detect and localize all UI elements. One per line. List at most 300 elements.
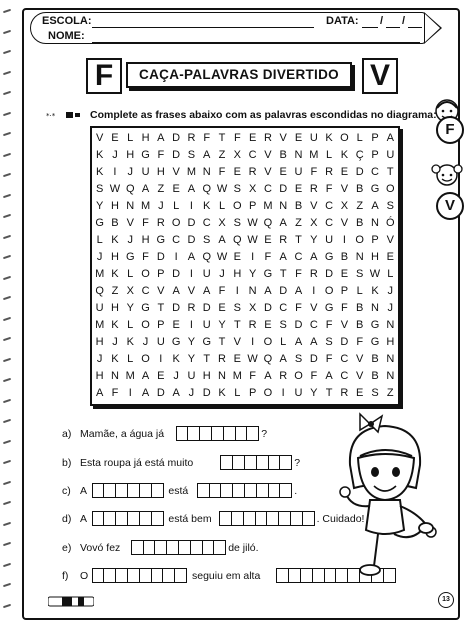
grid-letter[interactable]: J <box>112 149 118 161</box>
grid-letter[interactable]: X <box>310 217 318 229</box>
grid-letter[interactable]: F <box>203 132 211 144</box>
grid-letter[interactable]: H <box>141 132 150 144</box>
grid-letter[interactable]: E <box>279 166 287 178</box>
grid-letter[interactable]: F <box>249 370 256 382</box>
grid-letter[interactable]: U <box>187 370 196 382</box>
grid-letter[interactable]: K <box>95 149 104 161</box>
grid-letter[interactable]: N <box>386 319 395 331</box>
grid-letter[interactable]: M <box>186 166 197 178</box>
grid-letter[interactable]: J <box>96 251 103 263</box>
grid-letter[interactable]: B <box>356 302 364 314</box>
grid-letter[interactable]: O <box>233 200 242 212</box>
grid-letter[interactable]: F <box>233 132 241 144</box>
grid-letter[interactable]: H <box>156 166 165 178</box>
grid-letter[interactable]: Z <box>157 183 165 195</box>
grid-letter[interactable]: V <box>340 217 349 229</box>
grid-letter[interactable]: E <box>233 166 241 178</box>
grid-letter[interactable]: O <box>386 183 395 195</box>
grid-letter[interactable]: I <box>235 285 239 297</box>
grid-letter[interactable]: G <box>156 234 166 246</box>
grid-letter[interactable]: A <box>279 217 287 229</box>
grid-letter[interactable]: D <box>172 302 181 314</box>
grid-letter[interactable]: J <box>188 387 195 399</box>
grid-letter[interactable]: H <box>141 234 150 246</box>
letter-box[interactable] <box>246 426 259 441</box>
grid-letter[interactable]: D <box>340 336 349 348</box>
grid-letter[interactable]: U <box>202 319 211 331</box>
grid-letter[interactable]: J <box>173 370 179 382</box>
grid-letter[interactable]: I <box>251 336 255 348</box>
grid-letter[interactable]: F <box>295 268 302 280</box>
grid-letter[interactable]: Q <box>263 217 273 229</box>
grid-letter[interactable]: E <box>233 251 241 263</box>
grid-letter[interactable]: V <box>264 166 272 178</box>
grid-letter[interactable]: R <box>218 353 226 365</box>
grid-letter[interactable]: B <box>111 217 119 229</box>
grid-letter[interactable]: I <box>281 387 285 399</box>
grid-letter[interactable]: G <box>202 336 211 348</box>
grid-letter[interactable]: R <box>325 166 334 178</box>
grid-letter[interactable]: Z <box>218 149 226 161</box>
grid-letter[interactable]: W <box>216 183 228 195</box>
grid-letter[interactable]: E <box>233 353 241 365</box>
grid-letter[interactable]: R <box>279 234 288 246</box>
grid-letter[interactable]: E <box>294 132 303 144</box>
grid-letter[interactable]: Z <box>295 217 302 229</box>
grid-letter[interactable]: H <box>95 370 104 382</box>
grid-letter[interactable]: U <box>386 149 395 161</box>
letter-box[interactable] <box>174 568 187 583</box>
grid-letter[interactable]: Z <box>386 387 394 399</box>
grid-letter[interactable]: T <box>203 353 211 365</box>
grid-letter[interactable]: F <box>325 183 333 195</box>
grid-letter[interactable]: T <box>325 387 333 399</box>
grid-letter[interactable]: K <box>111 353 119 365</box>
grid-letter[interactable]: K <box>111 234 119 246</box>
grid-letter[interactable]: P <box>340 285 349 297</box>
grid-letter[interactable]: E <box>172 183 180 195</box>
grid-letter[interactable]: G <box>370 183 380 195</box>
grid-letter[interactable]: D <box>279 183 288 195</box>
grid-letter[interactable]: N <box>355 251 364 263</box>
grid-letter[interactable]: G <box>95 217 104 229</box>
grid-letter[interactable]: D <box>172 149 181 161</box>
grid-letter[interactable]: D <box>172 132 181 144</box>
grid-letter[interactable]: P <box>248 200 257 212</box>
grid-letter[interactable]: F <box>264 251 272 263</box>
grid-letter[interactable]: P <box>371 234 379 246</box>
letter-box[interactable] <box>151 511 164 526</box>
grid-letter[interactable]: K <box>111 268 119 280</box>
letter-box[interactable] <box>151 483 164 498</box>
grid-letter[interactable]: C <box>294 251 303 263</box>
name-field[interactable] <box>92 42 420 43</box>
grid-letter[interactable]: V <box>340 183 349 195</box>
grid-letter[interactable]: E <box>340 268 349 280</box>
grid-letter[interactable]: K <box>340 149 349 161</box>
grid-letter[interactable]: H <box>95 336 104 348</box>
letter-box[interactable] <box>213 540 226 555</box>
grid-letter[interactable]: C <box>371 166 379 178</box>
grid-letter[interactable]: D <box>325 268 334 280</box>
grid-letter[interactable]: G <box>141 302 150 314</box>
grid-letter[interactable]: V <box>233 336 241 348</box>
grid-letter[interactable]: Q <box>95 285 104 297</box>
grid-letter[interactable]: G <box>263 268 273 280</box>
grid-letter[interactable]: L <box>127 319 134 331</box>
grid-letter[interactable]: T <box>295 234 302 246</box>
grid-letter[interactable]: K <box>371 285 379 297</box>
grid-letter[interactable]: V <box>264 149 272 161</box>
grid-letter[interactable]: V <box>279 132 287 144</box>
grid-letter[interactable]: F <box>325 319 333 331</box>
letter-box[interactable] <box>302 511 315 526</box>
grid-letter[interactable]: J <box>387 285 394 297</box>
grid-letter[interactable]: L <box>280 336 287 348</box>
grid-letter[interactable]: D <box>172 268 181 280</box>
grid-letter[interactable]: P <box>157 268 165 280</box>
grid-letter[interactable]: W <box>247 234 258 246</box>
grid-letter[interactable]: M <box>125 370 135 382</box>
grid-letter[interactable]: A <box>218 234 226 246</box>
grid-letter[interactable]: H <box>202 370 211 382</box>
grid-letter[interactable]: S <box>203 234 211 246</box>
grid-letter[interactable]: N <box>294 149 303 161</box>
grid-letter[interactable]: R <box>309 268 318 280</box>
grid-letter[interactable]: C <box>141 285 150 297</box>
grid-letter[interactable]: C <box>340 370 349 382</box>
grid-letter[interactable]: G <box>141 149 150 161</box>
grid-letter[interactable]: M <box>95 319 105 331</box>
grid-letter[interactable]: F <box>310 370 318 382</box>
grid-letter[interactable]: P <box>371 149 379 161</box>
grid-letter[interactable]: I <box>113 166 117 178</box>
grid-letter[interactable]: Y <box>248 268 257 280</box>
date-day-field[interactable] <box>362 27 378 28</box>
grid-letter[interactable]: A <box>279 251 287 263</box>
grid-letter[interactable]: T <box>386 166 394 178</box>
grid-letter[interactable]: I <box>174 251 178 263</box>
grid-letter[interactable]: S <box>356 268 364 280</box>
grid-letter[interactable]: D <box>263 302 272 314</box>
grid-letter[interactable]: Z <box>356 200 364 212</box>
grid-letter[interactable]: O <box>141 268 150 280</box>
grid-letter[interactable]: V <box>340 319 349 331</box>
grid-letter[interactable]: L <box>356 285 363 297</box>
grid-letter[interactable]: L <box>96 234 103 246</box>
grid-letter[interactable]: P <box>157 319 165 331</box>
grid-letter[interactable]: R <box>263 132 272 144</box>
grid-letter[interactable]: F <box>310 166 318 178</box>
grid-letter[interactable]: Ç <box>355 149 364 161</box>
grid-letter[interactable]: R <box>187 132 196 144</box>
grid-letter[interactable]: K <box>172 353 180 365</box>
grid-letter[interactable]: F <box>356 336 364 348</box>
grid-letter[interactable]: J <box>142 336 149 348</box>
grid-letter[interactable]: E <box>386 251 394 263</box>
grid-letter[interactable]: I <box>189 268 193 280</box>
grid-letter[interactable]: A <box>294 336 303 348</box>
grid-letter[interactable]: A <box>187 183 196 195</box>
grid-letter[interactable]: J <box>127 166 133 178</box>
grid-letter[interactable]: H <box>110 200 119 212</box>
grid-letter[interactable]: Y <box>187 336 196 348</box>
grid-letter[interactable]: O <box>171 217 181 229</box>
grid-letter[interactable]: J <box>387 302 394 314</box>
grid-letter[interactable]: O <box>355 234 364 246</box>
grid-letter[interactable]: A <box>141 183 150 195</box>
grid-letter[interactable]: H <box>371 251 379 263</box>
grid-letter[interactable]: S <box>233 302 241 314</box>
grid-letter[interactable]: F <box>142 251 149 263</box>
grid-letter[interactable]: G <box>324 302 334 314</box>
grid-letter[interactable]: U <box>309 132 318 144</box>
grid-letter[interactable]: Q <box>202 183 211 195</box>
grid-letter[interactable]: G <box>370 319 380 331</box>
grid-letter[interactable]: S <box>233 183 241 195</box>
grid-letter[interactable]: C <box>340 353 349 365</box>
grid-letter[interactable]: A <box>203 285 211 297</box>
grid-letter[interactable]: D <box>279 285 288 297</box>
grid-letter[interactable]: M <box>263 200 273 212</box>
grid-letter[interactable]: T <box>279 268 287 280</box>
grid-letter[interactable]: K <box>111 319 119 331</box>
grid-letter[interactable]: W <box>247 217 258 229</box>
grid-letter[interactable]: V <box>187 285 196 297</box>
grid-letter[interactable]: B <box>356 217 364 229</box>
grid-letter[interactable]: O <box>324 285 334 297</box>
grid-letter[interactable]: A <box>325 370 333 382</box>
grid-letter[interactable]: R <box>156 217 165 229</box>
grid-letter[interactable]: N <box>218 370 226 382</box>
grid-letter[interactable]: U <box>325 234 334 246</box>
grid-letter[interactable]: X <box>340 200 349 212</box>
grid-letter[interactable]: T <box>157 302 165 314</box>
grid-letter[interactable]: B <box>294 200 303 212</box>
grid-letter[interactable]: R <box>248 166 257 178</box>
grid-letter[interactable]: W <box>216 251 228 263</box>
date-month-field[interactable] <box>386 27 400 28</box>
grid-letter[interactable]: D <box>187 234 196 246</box>
grid-letter[interactable]: E <box>248 132 257 144</box>
grid-letter[interactable]: T <box>218 132 226 144</box>
grid-letter[interactable]: C <box>279 302 288 314</box>
grid-letter[interactable]: N <box>371 217 379 229</box>
grid-letter[interactable]: I <box>312 285 316 297</box>
grid-letter[interactable]: W <box>369 268 381 280</box>
grid-letter[interactable]: G <box>370 336 380 348</box>
grid-letter[interactable]: L <box>356 132 363 144</box>
grid-letter[interactable]: Y <box>126 302 134 314</box>
grid-letter[interactable]: A <box>141 370 150 382</box>
grid-letter[interactable]: L <box>218 200 226 212</box>
grid-letter[interactable]: V <box>157 285 165 297</box>
grid-letter[interactable]: N <box>386 353 395 365</box>
grid-letter[interactable]: C <box>172 234 181 246</box>
grid-letter[interactable]: L <box>127 353 134 365</box>
grid-letter[interactable]: S <box>279 319 287 331</box>
grid-letter[interactable]: R <box>248 319 257 331</box>
grid-letter[interactable]: X <box>126 285 134 297</box>
grid-letter[interactable]: L <box>234 387 241 399</box>
grid-letter[interactable]: V <box>172 166 180 178</box>
grid-letter[interactable]: A <box>386 132 394 144</box>
grid-letter[interactable]: V <box>310 200 318 212</box>
grid-letter[interactable]: Y <box>187 353 196 365</box>
grid-letter[interactable]: S <box>325 336 333 348</box>
grid-letter[interactable]: C <box>325 200 334 212</box>
grid-letter[interactable]: D <box>202 302 211 314</box>
grid-letter[interactable]: W <box>109 183 121 195</box>
grid-letter[interactable]: U <box>294 166 303 178</box>
grid-letter[interactable]: J <box>219 268 225 280</box>
letter-box[interactable] <box>279 455 292 470</box>
grid-letter[interactable]: Y <box>310 387 318 399</box>
grid-letter[interactable]: M <box>140 200 151 212</box>
grid-letter[interactable]: L <box>173 200 180 212</box>
grid-letter[interactable]: C <box>325 217 334 229</box>
grid-letter[interactable]: S <box>95 183 104 195</box>
grid-letter[interactable]: H <box>386 336 395 348</box>
grid-letter[interactable]: V <box>386 234 394 246</box>
grid-letter[interactable]: N <box>202 166 211 178</box>
grid-letter[interactable]: U <box>95 302 104 314</box>
grid-letter[interactable]: K <box>325 132 333 144</box>
grid-letter[interactable]: A <box>203 149 211 161</box>
grid-letter[interactable]: X <box>248 183 257 195</box>
grid-letter[interactable]: B <box>371 353 379 365</box>
school-field[interactable] <box>92 27 314 28</box>
grid-letter[interactable]: H <box>110 251 119 263</box>
grid-letter[interactable]: T <box>233 319 241 331</box>
grid-letter[interactable]: M <box>309 149 319 161</box>
grid-letter[interactable]: D <box>156 251 165 263</box>
grid-letter[interactable]: A <box>187 251 196 263</box>
grid-letter[interactable]: C <box>309 319 318 331</box>
grid-letter[interactable]: U <box>294 387 303 399</box>
grid-letter[interactable]: J <box>96 353 103 365</box>
grid-letter[interactable]: Y <box>310 234 318 246</box>
grid-letter[interactable]: V <box>356 370 364 382</box>
grid-letter[interactable]: E <box>157 370 165 382</box>
grid-letter[interactable]: L <box>127 268 134 280</box>
grid-letter[interactable]: F <box>218 166 226 178</box>
grid-letter[interactable]: A <box>157 132 165 144</box>
grid-letter[interactable]: N <box>110 370 119 382</box>
grid-letter[interactable]: I <box>189 200 193 212</box>
grid-letter[interactable]: I <box>159 353 163 365</box>
grid-letter[interactable]: H <box>233 268 242 280</box>
grid-letter[interactable]: E <box>111 132 119 144</box>
grid-letter[interactable]: T <box>218 336 226 348</box>
grid-letter[interactable]: Q <box>125 183 135 195</box>
grid-letter[interactable]: C <box>263 183 272 195</box>
grid-letter[interactable]: L <box>387 268 394 280</box>
grid-letter[interactable]: D <box>355 166 364 178</box>
grid-letter[interactable]: A <box>264 370 272 382</box>
grid-letter[interactable]: B <box>340 251 349 263</box>
grid-letter[interactable]: A <box>95 387 104 399</box>
grid-letter[interactable]: S <box>371 387 379 399</box>
grid-letter[interactable]: B <box>356 183 364 195</box>
grid-letter[interactable]: P <box>248 387 257 399</box>
letter-box[interactable] <box>279 483 292 498</box>
grid-letter[interactable]: J <box>112 336 118 348</box>
grid-letter[interactable]: E <box>172 319 180 331</box>
grid-letter[interactable]: M <box>232 370 242 382</box>
grid-letter[interactable]: Ó <box>386 217 395 229</box>
grid-letter[interactable]: W <box>247 353 258 365</box>
grid-letter[interactable]: K <box>203 200 211 212</box>
grid-letter[interactable]: O <box>263 336 273 348</box>
grid-letter[interactable]: N <box>126 200 135 212</box>
grid-letter[interactable]: D <box>156 387 165 399</box>
grid-letter[interactable]: E <box>264 234 272 246</box>
grid-letter[interactable]: A <box>279 353 287 365</box>
grid-letter[interactable]: G <box>125 251 135 263</box>
grid-letter[interactable]: E <box>340 166 349 178</box>
grid-letter[interactable]: Q <box>233 234 242 246</box>
grid-letter[interactable]: J <box>127 234 133 246</box>
grid-letter[interactable]: Q <box>263 353 273 365</box>
grid-letter[interactable]: V <box>356 353 364 365</box>
grid-letter[interactable]: F <box>325 353 333 365</box>
grid-letter[interactable]: A <box>172 387 180 399</box>
grid-letter[interactable]: K <box>218 387 226 399</box>
grid-letter[interactable]: R <box>340 387 349 399</box>
grid-letter[interactable]: O <box>263 387 273 399</box>
grid-letter[interactable]: E <box>264 319 272 331</box>
grid-letter[interactable]: R <box>187 302 196 314</box>
grid-letter[interactable]: Y <box>218 319 226 331</box>
grid-letter[interactable]: A <box>172 285 180 297</box>
grid-letter[interactable]: B <box>279 149 287 161</box>
grid-letter[interactable]: P <box>371 132 379 144</box>
grid-letter[interactable]: F <box>341 302 348 314</box>
grid-letter[interactable]: A <box>141 387 150 399</box>
grid-letter[interactable]: A <box>310 251 318 263</box>
grid-letter[interactable]: D <box>309 353 318 365</box>
grid-letter[interactable]: N <box>279 200 288 212</box>
grid-letter[interactable]: Y <box>95 200 104 212</box>
grid-letter[interactable]: U <box>156 336 165 348</box>
grid-letter[interactable]: S <box>294 353 303 365</box>
grid-letter[interactable]: G <box>171 336 181 348</box>
grid-letter[interactable]: B <box>371 370 379 382</box>
grid-letter[interactable]: K <box>95 166 104 178</box>
grid-letter[interactable]: A <box>294 285 303 297</box>
grid-letter[interactable]: A <box>310 336 318 348</box>
grid-letter[interactable]: O <box>340 132 349 144</box>
grid-letter[interactable]: I <box>251 251 255 263</box>
grid-letter[interactable]: C <box>248 149 257 161</box>
grid-letter[interactable]: G <box>324 251 334 263</box>
grid-letter[interactable]: N <box>371 302 379 314</box>
grid-letter[interactable]: U <box>141 166 150 178</box>
grid-letter[interactable]: N <box>386 370 395 382</box>
grid-letter[interactable]: S <box>233 217 241 229</box>
grid-letter[interactable]: M <box>95 268 105 280</box>
grid-letter[interactable]: V <box>126 217 134 229</box>
grid-letter[interactable]: F <box>142 217 149 229</box>
grid-letter[interactable]: F <box>111 387 119 399</box>
grid-letter[interactable]: I <box>128 387 132 399</box>
grid-letter[interactable]: Q <box>202 251 211 263</box>
grid-letter[interactable]: D <box>187 217 196 229</box>
grid-letter[interactable]: Z <box>111 285 119 297</box>
grid-letter[interactable]: U <box>202 268 211 280</box>
grid-letter[interactable]: B <box>356 319 364 331</box>
